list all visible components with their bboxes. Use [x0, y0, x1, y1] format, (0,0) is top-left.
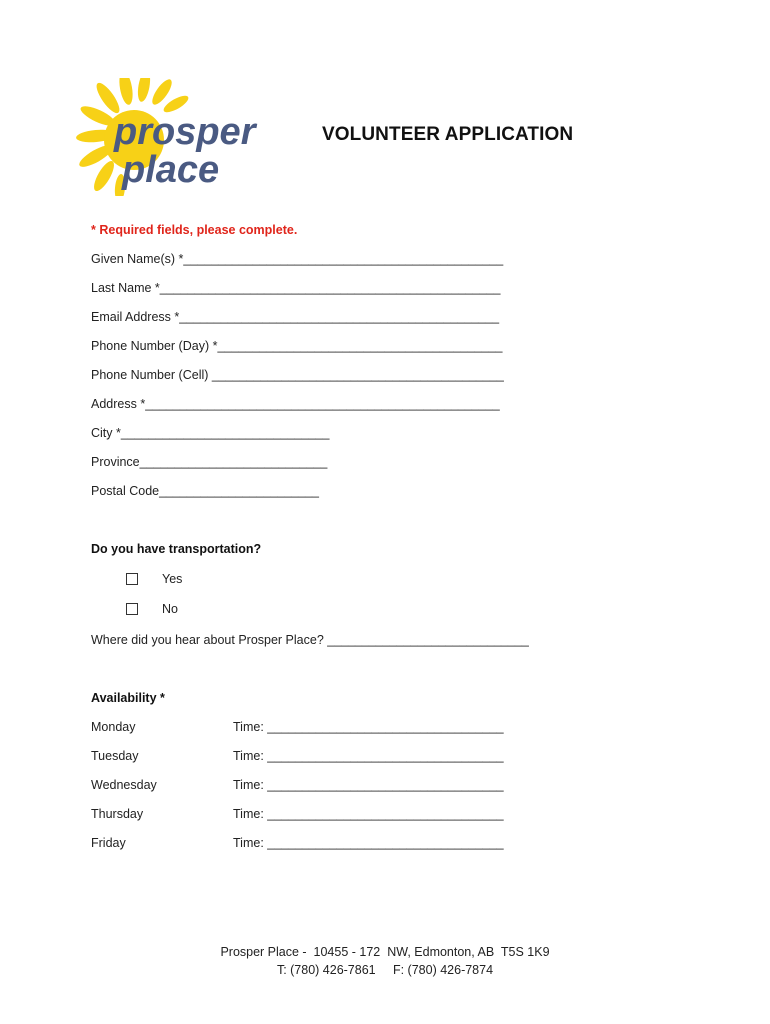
transport-no-checkbox[interactable]	[126, 603, 138, 615]
availability-day-wednesday: Wednesday	[91, 778, 157, 792]
phone-day-field[interactable]: Phone Number (Day) *_________________________________________	[91, 339, 503, 353]
availability-day-friday: Friday	[91, 836, 126, 850]
transport-yes-label: Yes	[162, 572, 183, 586]
sun-logo-icon	[74, 78, 264, 196]
transportation-question: Do you have transportation?	[91, 542, 262, 556]
prosper-place-logo	[74, 78, 264, 196]
footer-address: Prosper Place - 10455 - 172 NW, Edmonton, AB T5S 1K9	[220, 945, 550, 959]
transport-no-label: No	[162, 602, 178, 616]
availability-time-monday[interactable]: Time: __________________________________	[233, 720, 504, 734]
availability-time-wednesday[interactable]: Time: __________________________________	[233, 778, 504, 792]
availability-day-thursday: Thursday	[91, 807, 144, 821]
logo-word-prosper: prosper	[114, 111, 256, 153]
address-field[interactable]: Address *___________________________________________________	[91, 397, 500, 411]
footer-phones: T: (780) 426-7861 F: (780) 426-7874	[276, 963, 494, 977]
availability-time-friday[interactable]: Time: __________________________________	[233, 836, 504, 850]
hear-about-field[interactable]: Where did you hear about Prosper Place? _____________________________	[91, 633, 529, 647]
phone-cell-field[interactable]: Phone Number (Cell) __________________________________________	[91, 368, 504, 382]
required-fields-note: * Required fields, please complete.	[91, 223, 298, 237]
logo-word-place: place	[122, 149, 220, 191]
email-address-field[interactable]: Email Address *______________________________________________	[91, 310, 500, 324]
city-field[interactable]: City *______________________________	[91, 426, 330, 440]
availability-time-tuesday[interactable]: Time: __________________________________	[233, 749, 504, 763]
province-field[interactable]: Province___________________________	[91, 455, 328, 469]
availability-label: Availability *	[91, 691, 165, 705]
transport-yes-checkbox[interactable]	[126, 573, 138, 585]
availability-time-thursday[interactable]: Time: __________________________________	[233, 807, 504, 821]
postal-code-field[interactable]: Postal Code_______________________	[91, 484, 319, 498]
availability-day-tuesday: Tuesday	[91, 749, 139, 763]
page-title: VOLUNTEER APPLICATION	[322, 124, 574, 145]
given-name-field[interactable]: Given Name(s) *______________________________________________	[91, 252, 504, 266]
availability-day-monday: Monday	[91, 720, 136, 734]
last-name-field[interactable]: Last Name *_________________________________________________	[91, 281, 501, 295]
